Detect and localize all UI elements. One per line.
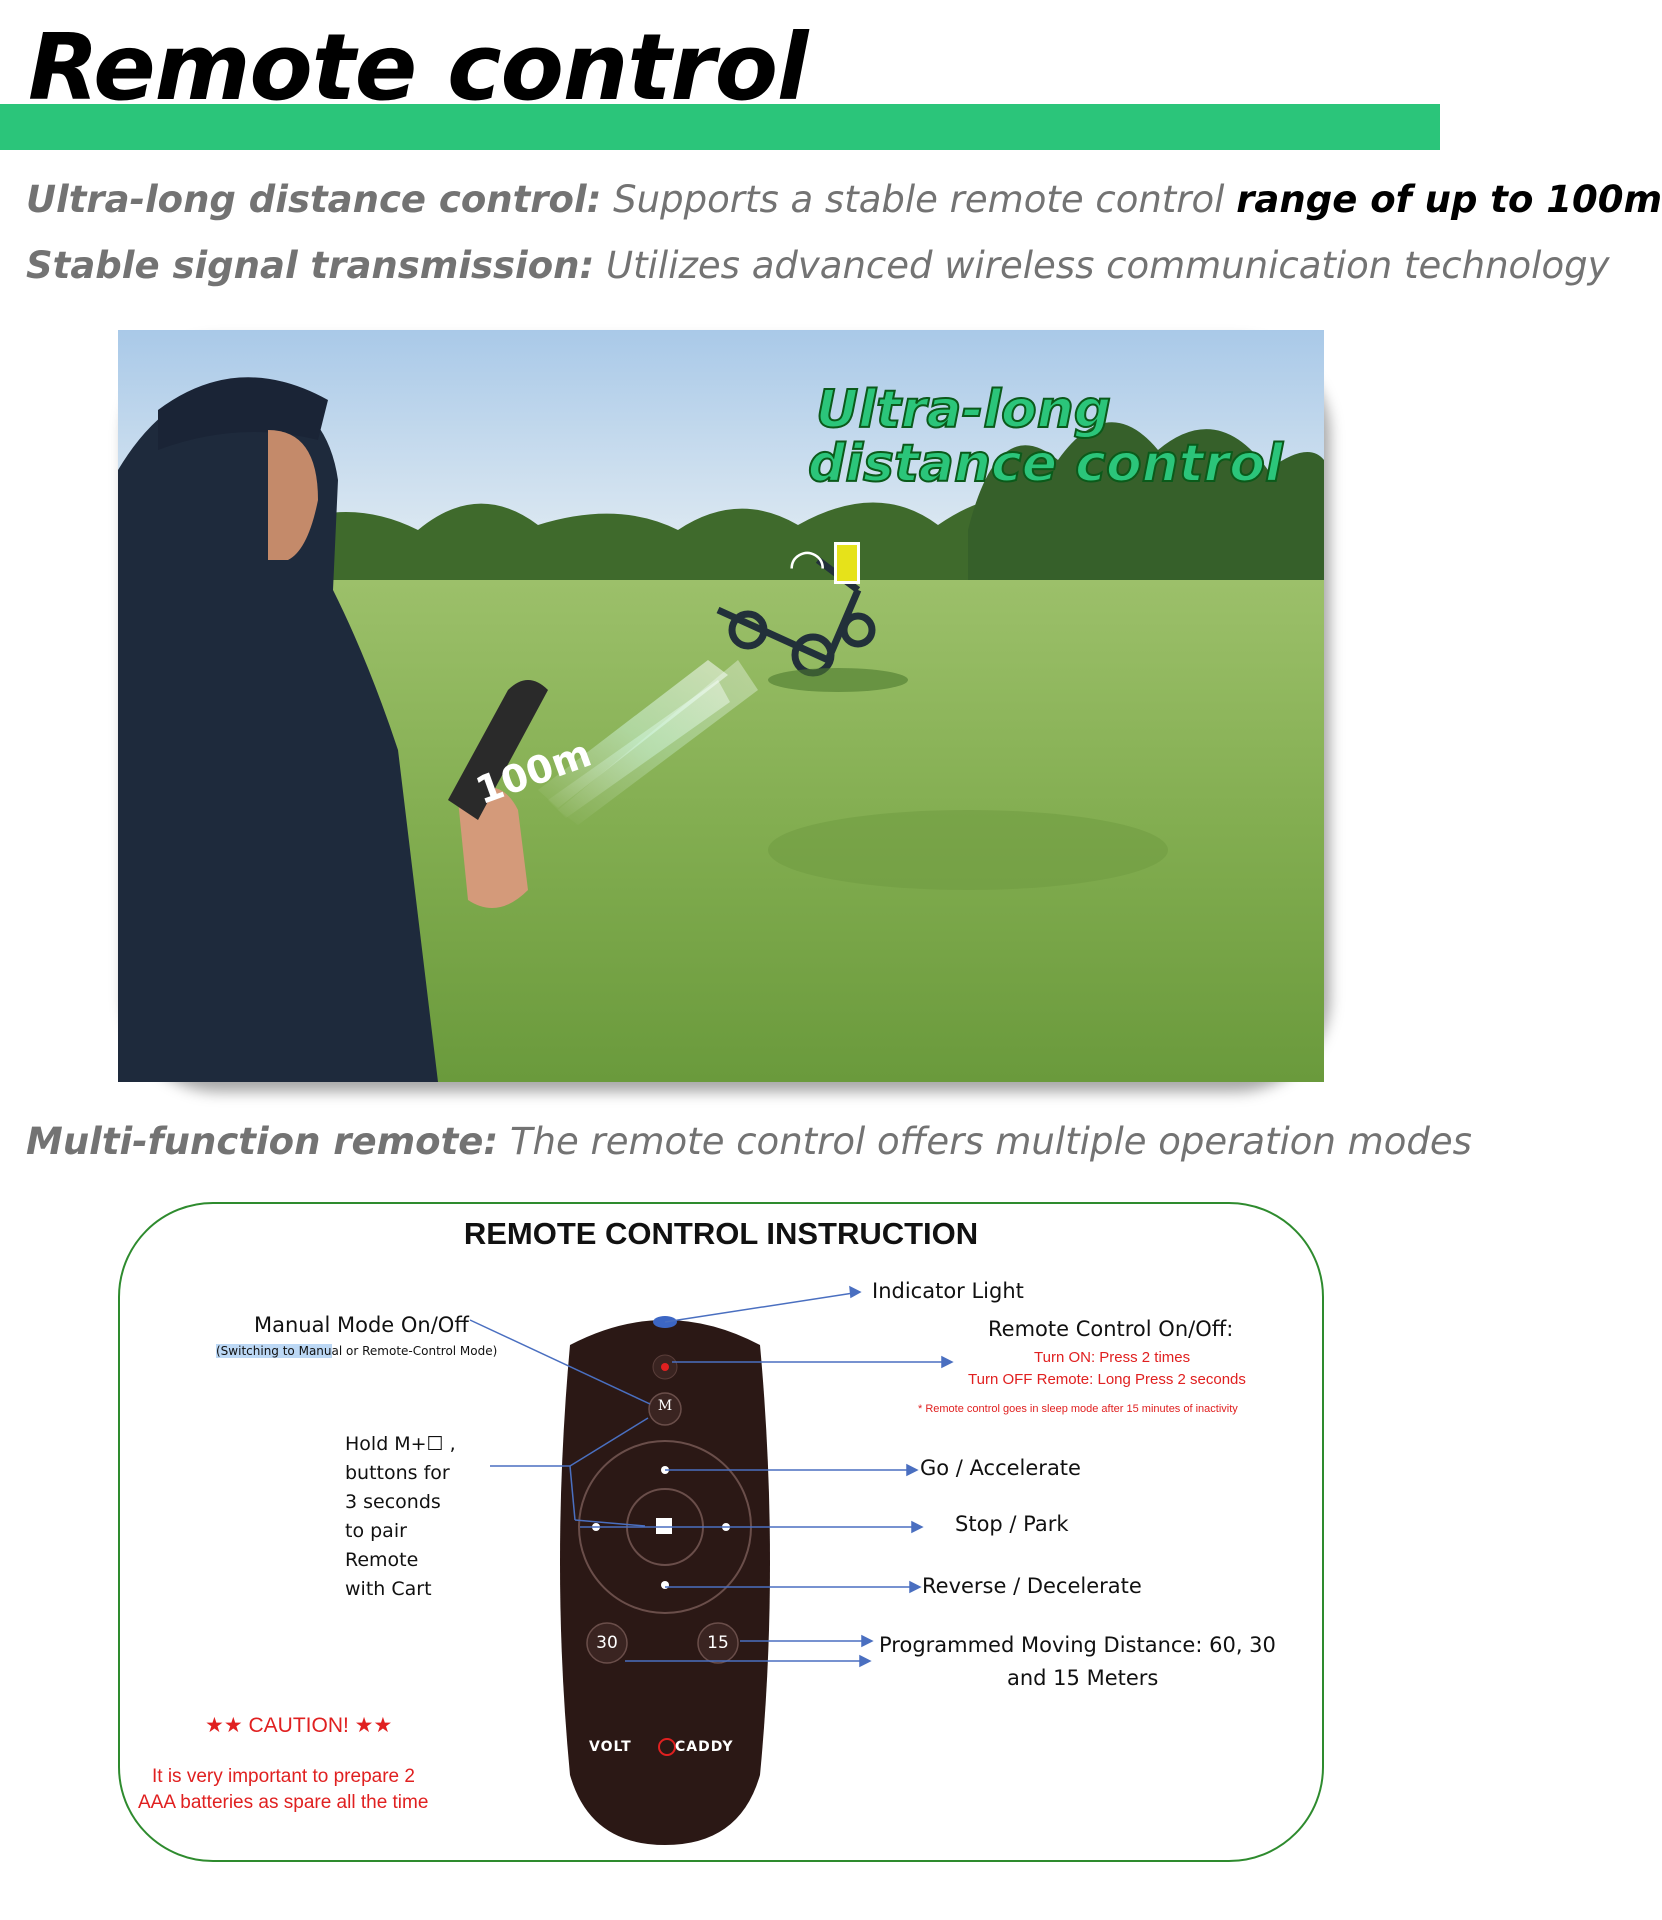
caution-line1: It is very important to prepare 2: [152, 1766, 415, 1787]
feature-text: The remote control offers multiple operation modes: [498, 1120, 1472, 1163]
stop-label: Stop / Park: [955, 1512, 1069, 1536]
feature-highlight: range of up to 100m: [1236, 178, 1662, 221]
feature-label: Stable signal transmission:: [26, 244, 595, 287]
button-30-label: 30: [596, 1633, 618, 1653]
wifi-icon: ◠: [788, 540, 827, 591]
feature-text: Supports a stable remote control: [601, 178, 1237, 221]
onoff-title: Remote Control On/Off:: [988, 1317, 1234, 1341]
instruction-title: REMOTE CONTROL INSTRUCTION: [463, 1216, 979, 1251]
turn-on-label: Turn ON: Press 2 times: [1034, 1349, 1191, 1366]
brand-right: CADDY: [675, 1739, 734, 1755]
reverse-label: Reverse / Decelerate: [922, 1574, 1142, 1598]
manual-mode-sub-highlight: (Switching to Manu: [216, 1344, 332, 1358]
feature-text: Utilizes advanced wireless communication technology: [594, 244, 1610, 287]
pair-line: to pair: [345, 1520, 407, 1542]
pair-line: Hold M+☐ ,: [345, 1433, 456, 1455]
distance-label: 100m: [470, 730, 597, 814]
go-label: Go / Accelerate: [920, 1456, 1081, 1480]
feature-label: Ultra-long distance control:: [26, 178, 602, 221]
pair-line: 3 seconds: [345, 1491, 441, 1513]
indicator-light-label: Indicator Light: [872, 1279, 1024, 1303]
feature-label: Multi-function remote:: [26, 1120, 499, 1163]
pair-line: buttons for: [345, 1462, 450, 1484]
brand-left: VOLT: [589, 1739, 632, 1755]
caution-line2: AAA batteries as spare all the time: [138, 1792, 429, 1813]
manual-mode-label: Manual Mode On/Off: [254, 1313, 469, 1337]
pair-instruction: [345, 1430, 456, 1604]
overlay-title-line2: distance control: [808, 434, 1283, 494]
m-button-label: M: [657, 1398, 673, 1414]
manual-mode-sub: [216, 1344, 497, 1358]
pair-line: with Cart: [345, 1578, 432, 1600]
overlay-title-line1: Ultra-long: [816, 380, 1112, 440]
turn-off-label: Turn OFF Remote: Long Press 2 seconds: [968, 1371, 1246, 1388]
caution-title: ★★ CAUTION! ★★: [205, 1714, 393, 1737]
button-15-label: 15: [707, 1633, 729, 1653]
programmed-line2: and 15 Meters: [1007, 1666, 1159, 1690]
page-title: Remote control: [28, 14, 808, 121]
manual-mode-sub-rest: al or Remote-Control Mode): [331, 1344, 498, 1358]
programmed-line1: Programmed Moving Distance: 60, 30: [879, 1633, 1276, 1657]
pair-line: Remote: [345, 1549, 419, 1571]
sleep-note: * Remote control goes in sleep mode after 15 minutes of inactivity: [918, 1403, 1238, 1415]
